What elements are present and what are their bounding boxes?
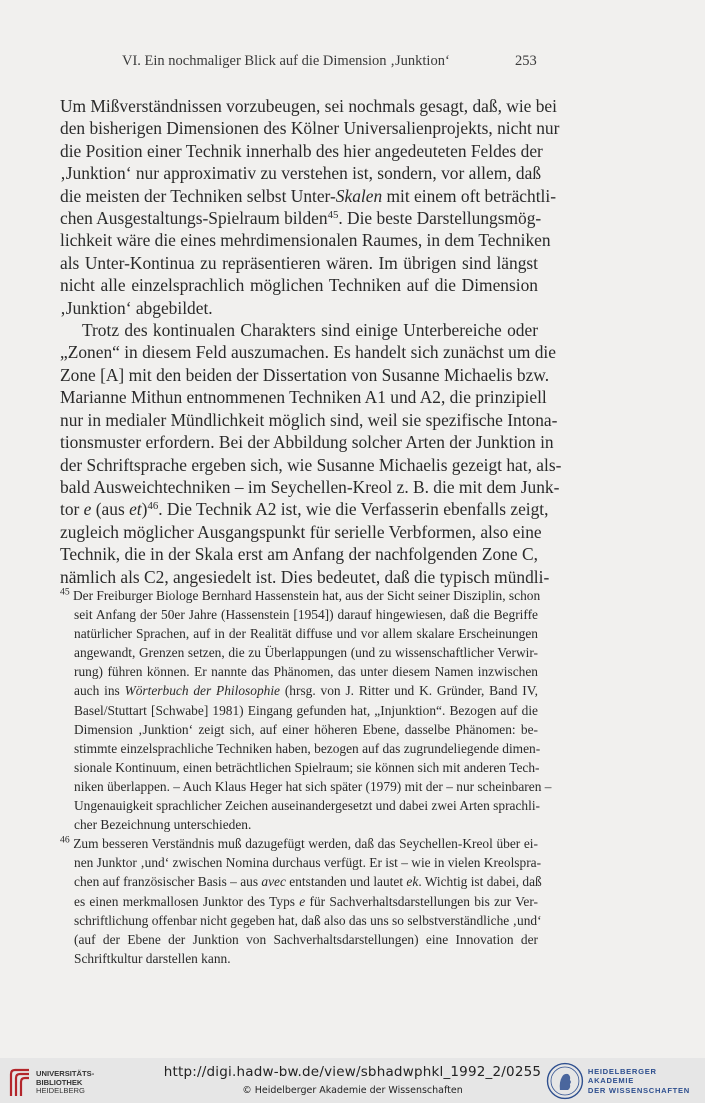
running-title: VI. Ein nochmaliger Blick auf die Dimension ‚Junktion‘ bbox=[122, 53, 450, 69]
text-line: die Position einer Technik innerhalb des hier angedeuteten Feldes der bbox=[60, 140, 543, 161]
text-line: den bisherigen Dimensionen des Kölner Universalienprojekts, nicht nur bbox=[60, 118, 560, 139]
page-number: 253 bbox=[515, 53, 537, 69]
text-line: $^{45}$ Der Freiburger Biologe Bernhard Hassenstein hat, aus der Sicht seiner Disziplin, schon bbox=[60, 586, 541, 603]
text-line: es einen merkmallosen Junktor des Typs e für Sachverhaltsdarstellungen bis zur Ver- bbox=[74, 893, 538, 909]
footnote-number: 46 bbox=[60, 834, 70, 846]
text-line: zugleich möglicher Ausgangspunkt für serielle Verbformen, also eine bbox=[60, 521, 542, 542]
citation-block bbox=[130, 1064, 575, 1098]
text-line: Schriftkultur darstellen kann. bbox=[74, 950, 231, 966]
text-line: stimmte einzelsprachliche Techniken haben, bezogen auf das zugrundeliegende dimen- bbox=[74, 740, 541, 756]
text-line: schriftlichung offenbar nicht gegeben hat, daß also das uns so selbstverständliche ‚und‘ bbox=[74, 912, 542, 928]
text-line: ‚Junktion‘ abgebildet. bbox=[60, 297, 213, 318]
text-line: nicht alle einzelsprachlich möglichen Techniken auf die Dimension bbox=[60, 275, 538, 296]
footnote-ref-46[interactable]: 46 bbox=[147, 500, 159, 513]
text-line: seit Anfang der 50er Jahre (Hassenstein [1954]) darauf hingewiesen, daß die Begriffe bbox=[74, 607, 538, 623]
text-line: auch ins Wörterbuch der Philosophie (hrsg. von J. Ritter und K. Gründer, Band IV, bbox=[74, 683, 539, 699]
text-line: tor e (aus et)$^{46}$. Die Technik A2 ist, wie die Verfasserin ebenfalls zeigt, bbox=[60, 499, 549, 520]
italic-term: avec bbox=[261, 874, 286, 890]
library-logo-icon bbox=[8, 1068, 32, 1098]
text-line: Dimension ‚Junktion‘ zeigt sich, auf einer höheren Ebene, dasselbe Phänomen: be- bbox=[74, 721, 538, 737]
text-line: nen Junktor ‚und‘ zwischen Nomina durchaus verfügt. Er ist – wie in vielen Kreolspra- bbox=[74, 855, 542, 871]
italic-term: et bbox=[129, 499, 142, 520]
paragraph-1 bbox=[60, 95, 560, 319]
text-line: der Schriftsprache ergeben sich, wie Susanne Michaelis gezeigt hat, als- bbox=[60, 454, 562, 475]
text-line: ‚Junktion‘ nur approximativ zu verstehen ist, sondern, vor allem, daß bbox=[60, 163, 542, 184]
copyright-notice: © Heidelberger Akademie der Wissenschaften bbox=[242, 1085, 463, 1096]
text-line: (auf der Ebene der Junktion von Sachverhaltsdarstellungen) eine Innovation der bbox=[74, 931, 538, 947]
text-line: sionale Kontinuum, einen beträchtlichen Spielraum; sie können sich mit anderen Tech- bbox=[74, 759, 540, 775]
text-line: lichkeit wäre die eines mehrdimensionalen Raumes, in dem Techniken bbox=[60, 230, 551, 251]
text-line: Zone [A] mit den beiden der Dissertation von Susanne Michaelis bzw. bbox=[60, 364, 550, 385]
text-line: Ungenauigkeit sprachlicher Zeichen auseinandergesetzt und dabei zwei Arten sprachli- bbox=[74, 798, 541, 814]
text-line: Basel/Stuttart [Schwabe] 1981) Eingang gefunden hat, „Injunktion“. Bezogen auf die bbox=[74, 702, 538, 718]
footnote-number: 45 bbox=[60, 586, 70, 598]
italic-term: e bbox=[299, 893, 306, 909]
text-line: cher Bezeichnung unterschieden. bbox=[74, 817, 252, 833]
text-line: Marianne Mithun entnommenen Techniken A1 und A2, die prinzipiell bbox=[60, 387, 547, 408]
main-text bbox=[60, 95, 562, 588]
italic-title: Wörterbuch der Philosophie bbox=[124, 683, 281, 699]
footnotes bbox=[60, 586, 552, 968]
text-line: Um Mißverständnissen vorzubeugen, sei nochmals gesagt, daß, wie bei bbox=[60, 96, 557, 116]
text-line: angewandt, Grenzen setzen, die zu Überlappungen (und zu wissenschaftlicher Verwir- bbox=[74, 645, 538, 661]
text-line: chen auf französischer Basis – aus avec entstanden und lautet ek. Wichtig ist dabei, daß bbox=[74, 874, 542, 890]
italic-term: ek bbox=[406, 874, 419, 890]
text-line: die meisten der Techniken selbst Unter-Skalen mit einem oft beträchtli- bbox=[60, 185, 557, 206]
text-line: $^{46}$ Zum besseren Verständnis muß dazugefügt werden, daß das Seychellen-Kreol über ei- bbox=[60, 834, 538, 852]
text-line: Trotz des kontinualen Charakters sind einige Unterbereiche oder bbox=[82, 320, 538, 341]
text-line: niken überlappen. – Auch Klaus Heger hat sich später (1979) mit der – nur scheinbaren – bbox=[74, 778, 552, 794]
academy-name: HEIDELBERGER AKADEMIE DER WISSENSCHAFTEN bbox=[587, 1066, 690, 1095]
text-line: bald Ausweichtechniken – im Seychellen-Kreol z. B. die mit dem Junk- bbox=[60, 476, 560, 497]
footnote-ref-45[interactable]: 45 bbox=[327, 208, 339, 221]
academy-seal-icon bbox=[546, 1062, 584, 1100]
digitization-footer bbox=[0, 1058, 705, 1103]
text-line: Technik, die in der Skala erst am Anfang der nachfolgenden Zone C, bbox=[60, 544, 538, 565]
text-line: als Unter-Kontinua zu repräsentieren wären. Im übrigen sind längst bbox=[60, 252, 538, 273]
footnote-46 bbox=[60, 834, 542, 968]
italic-term: e bbox=[83, 499, 92, 520]
text-line: tionsmuster erfordern. Bei der Abbildung solcher Arten der Junktion in bbox=[60, 432, 554, 453]
text-line: chen Ausgestaltungs-Spielraum bilden$^{45}$. Die beste Darstellungsmög- bbox=[60, 208, 542, 229]
text-line: natürlicher Sprachen, auf in der Realität diffuse und vor allem skalare Erscheinungen bbox=[74, 626, 538, 642]
ub-heidelberg-logo[interactable] bbox=[8, 1066, 94, 1100]
text-line: nämlich als C2, angesiedelt ist. Dies bedeutet, daß die typisch mündli- bbox=[60, 566, 550, 587]
academy-logo[interactable] bbox=[546, 1062, 705, 1100]
text-line: rung) führen können. Er nannte das Phänomen, das unter diesem Namen inzwischen bbox=[74, 664, 538, 680]
italic-term: Skalen bbox=[335, 185, 383, 206]
text-line: „Zonen“ in diesem Feld auszumachen. Es handelt sich zunächst um die bbox=[60, 342, 556, 363]
text-line: nur in medialer Mündlichkeit möglich sind, weil sie spezifische Intona- bbox=[60, 409, 558, 430]
paragraph-2 bbox=[60, 319, 562, 588]
permalink-url[interactable]: http://digi.hadw-bw.de/view/sbhadwphkl_1992_2/0255 bbox=[163, 1064, 542, 1080]
footnote-45 bbox=[60, 586, 552, 834]
library-name: UNIVERSITÄTS- BIBLIOTHEK HEIDELBERG bbox=[36, 1069, 95, 1096]
